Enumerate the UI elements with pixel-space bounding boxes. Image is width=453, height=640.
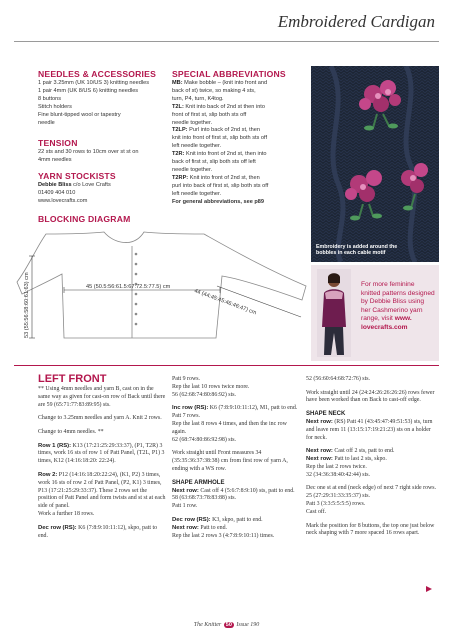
buttons-text: Mark the position for 8 buttons, the top one just below neck shaping with 7 more spaced 16 rows apart.	[306, 522, 435, 537]
patt-7-text: Patt 7 rows.	[172, 413, 200, 420]
promo-text	[361, 281, 435, 333]
stitch-count-final: 25 (27:29:31:33:35:37) sts.	[306, 493, 370, 500]
cardigan-photo	[311, 66, 439, 262]
promo-box	[311, 265, 439, 361]
abbreviation-line: knit into front of first st, slip both sts off	[172, 135, 268, 142]
photo-caption: Embroidery is added around the bobbles in each cable motif	[316, 243, 398, 257]
stockists-text	[38, 182, 166, 206]
needles-line: 1 pair 3.25mm (UK 10/US 3) knitting needles	[38, 80, 149, 86]
promo-link[interactable]: www. lovecrafts.com	[361, 315, 412, 331]
further-rows-text: Work a further 18 rows.	[38, 511, 95, 518]
repeat-last-2-text: Rep the last 2 rows 3 (4:7:8:9:10:11) times.	[172, 532, 275, 539]
abbreviation-line: front of first st, slip both sts off	[172, 111, 247, 118]
cast-on-text: ** Using 4mm needles and yarn B, cast on in the same way as given for cast-on row of Back until there are 59 (65:71:77:83:89:95) sts.	[38, 386, 166, 408]
needles-heading: NEEDLES & ACCESSORIES	[38, 69, 157, 79]
needles-line: Fine blunt-tipped wool or tapestry	[38, 111, 121, 118]
general-abbreviations-note: For general abbreviations, see p89	[172, 198, 265, 205]
stockist-phone: 01409 404 010	[38, 189, 76, 196]
armhole-dec-row: Dec row (RS): K3, skpo, patt to end.	[172, 516, 263, 523]
abbreviation-term: T2L:	[172, 103, 184, 110]
tension-text	[38, 149, 166, 165]
inc-row-instruction: Inc row (RS): K6 (7:8:9:10:11:12), M1, patt to end.	[172, 405, 298, 412]
abbreviation-line: turn, P4, turn, K4tog.	[172, 95, 224, 102]
abbreviation-line: left needle together.	[172, 190, 222, 197]
pattern-column-3	[306, 376, 438, 544]
change-needles-text: Change to 3.25mm needles and yarn A. Knit 2 rows.	[38, 415, 162, 422]
stitch-count-col3: 52 (56:60:64:68:72:76) sts.	[306, 376, 370, 382]
page-footer	[0, 622, 453, 628]
footer-issue: Issue 190	[236, 622, 260, 628]
section-divider	[14, 365, 439, 366]
dec-row-instruction: Dec row (RS): K6 (7:8:9:10:11:12), skpo, patt to end.	[38, 524, 158, 539]
row-2-instruction: Row 2: P12 (14:16:18:20:22:24), (K1, P2) 3 times, work 16 sts of row 2 of Patt Panel, (P2, K1) 3 times, P13 (17:21:25:29:33:37). These 2 rows set the position of Patt Panel and form twists and st st at each side of panel.	[38, 471, 166, 510]
stockists-heading: YARN STOCKISTS	[38, 171, 116, 181]
abbreviation-term: MB:	[172, 80, 183, 86]
abbreviations-list	[172, 80, 308, 207]
shape-neck-heading: SHAPE NECK	[306, 411, 346, 418]
abbreviation-line: T2RP: Knit into front of 2nd st, then	[172, 174, 260, 181]
tension-heading: TENSION	[38, 138, 78, 148]
armhole-next-row-2: Next row: Patt to end.	[172, 524, 227, 531]
embroidery-image	[311, 66, 439, 262]
armhole-next-row: Next row: Cast off 4 (5:6:7:8:9:10) sts, patt to end.	[172, 487, 295, 494]
dec-neck-edge-text: Dec one st at end (neck edge) of next 7 right side rows.	[306, 485, 437, 492]
abbreviation-line: left needle together.	[172, 143, 222, 150]
diagram-heading: BLOCKING DIAGRAM	[38, 214, 131, 224]
tension-line: 4mm needles	[38, 156, 72, 163]
neck-next-row-3: Next row: Patt to last 2 sts, skpo.	[306, 456, 387, 463]
blocking-diagram	[14, 226, 309, 356]
abbreviation-line: T2L: Knit into back of 2nd st then into	[172, 103, 265, 110]
abbreviation-line: back of first st, slip both sts off left	[172, 159, 256, 166]
pattern-column-2	[172, 376, 300, 546]
promo-body: For more feminine knitted patterns designed by Debbie Bliss using her Cashmerino yarn range, visit	[361, 281, 435, 323]
stitch-count-3-text: 58 (63:68:73:78:83:88) sts.	[172, 495, 236, 502]
abbreviation-term: T2R:	[172, 151, 185, 158]
shape-armhole-heading: SHAPE ARMHOLE	[172, 479, 225, 486]
abbreviations-heading: SPECIAL ABBREVIATIONS	[172, 69, 286, 79]
work-straight-col3: Work straight until 24 (24:24:26:26:26:26) rows fewer have been worked than on Back to cast-off edge.	[306, 389, 435, 404]
chest-label: 45 (50.5:56:61.5:67:72.5:77.5) cm	[86, 284, 171, 290]
abbreviation-line: MB: Make bobble – (knit into front and	[172, 80, 268, 86]
abbreviation-term: T2LP:	[172, 127, 188, 134]
repeat-text: Rep the last 10 rows twice more.	[172, 383, 250, 390]
abbreviation-line: T2LP: Purl into back of 2nd st, then	[172, 127, 260, 134]
stockist-name: Debbie Bliss	[38, 182, 72, 188]
stitch-count-text: 56 (62:68:74:80:86:92) sts.	[172, 391, 236, 398]
tension-line: 22 sts and 30 rows to 10cm over st st on	[38, 149, 139, 155]
needles-line: 8 buttons	[38, 95, 62, 102]
neck-next-row-2: Next row: Cast off 2 sts, patt to end.	[306, 448, 395, 455]
abbreviation-line: back of st) twice, so making 4 sts,	[172, 87, 256, 94]
abbreviation-line: needle together.	[172, 119, 213, 126]
abbreviation-line: T2R: Knit into front of 2nd st, then into	[172, 151, 267, 158]
patt-rows-text: Patt 9 rows.	[172, 376, 200, 382]
abbreviation-line: purl into back of first st, slip both sts off	[172, 182, 269, 189]
page-title: Embroidered Cardigan	[277, 12, 435, 31]
repeat-8-text: Rep the last 8 rows 4 times, and then the inc row again.	[172, 421, 287, 435]
sleeve-label: 44 (44:45:45:46:46:47) cm	[193, 288, 258, 317]
model-image	[317, 269, 351, 357]
repeat-twice-text: Rep the last 2 rows twice.	[306, 463, 367, 470]
section-title: LEFT FRONT	[38, 373, 107, 385]
stitch-count-neck: 32 (34:36:38:40:42:44) sts.	[306, 471, 370, 478]
title-divider	[14, 41, 439, 42]
needles-line: 1 pair 4mm (UK 8/US 6) knitting needles	[38, 87, 139, 94]
patt-1-row-text: Patt 1 row.	[172, 503, 198, 510]
pattern-column-1	[38, 386, 166, 546]
page-number-badge: 50	[225, 622, 232, 628]
needles-line: Stitch holders	[38, 103, 72, 110]
patt-rows-col3: Patt 3 (3:3:5:5:5:5) rows.	[306, 501, 366, 508]
abbreviation-term: T2RP:	[172, 174, 189, 181]
neck-next-row-1: Next row: (RS) Patt 41 (43:45:47:49:51:53) sts, turn and leave rem 11 (13:15:17:19:21:23) sts on a holder for neck.	[306, 418, 433, 441]
needles-line: needle	[38, 119, 55, 126]
footer-magazine: The Knitter	[193, 622, 222, 628]
row-1-instruction: Row 1 (RS): K13 (17:21:25:29:33:37), (P1, T2R) 3 times, work 16 sts of row 1 of Patt Panel, (T2L, P1) 3 times, K12 (14:16:18:20: 22:24).	[38, 442, 165, 465]
work-straight-text: Work straight until Front measures 34 (35:35:36:37:38:38) cm from first row of yarn A, ending with a WS row.	[172, 450, 288, 473]
height-label: 53 (55:56:58:60:61:63) cm	[24, 272, 30, 338]
abbreviation-line: needle together.	[172, 166, 213, 173]
cast-off-text: Cast off.	[306, 509, 327, 515]
change-4mm-text: Change to 4mm needles. **	[38, 428, 104, 435]
needles-list	[38, 80, 166, 127]
stockist-web[interactable]: www.lovecrafts.com	[38, 197, 88, 204]
stockist-name-rest: c/o Love Crafts	[71, 182, 111, 188]
stitch-count-2-text: 62 (68:74:80:86:92:98) sts.	[172, 436, 236, 443]
continue-arrow-icon	[426, 586, 432, 592]
